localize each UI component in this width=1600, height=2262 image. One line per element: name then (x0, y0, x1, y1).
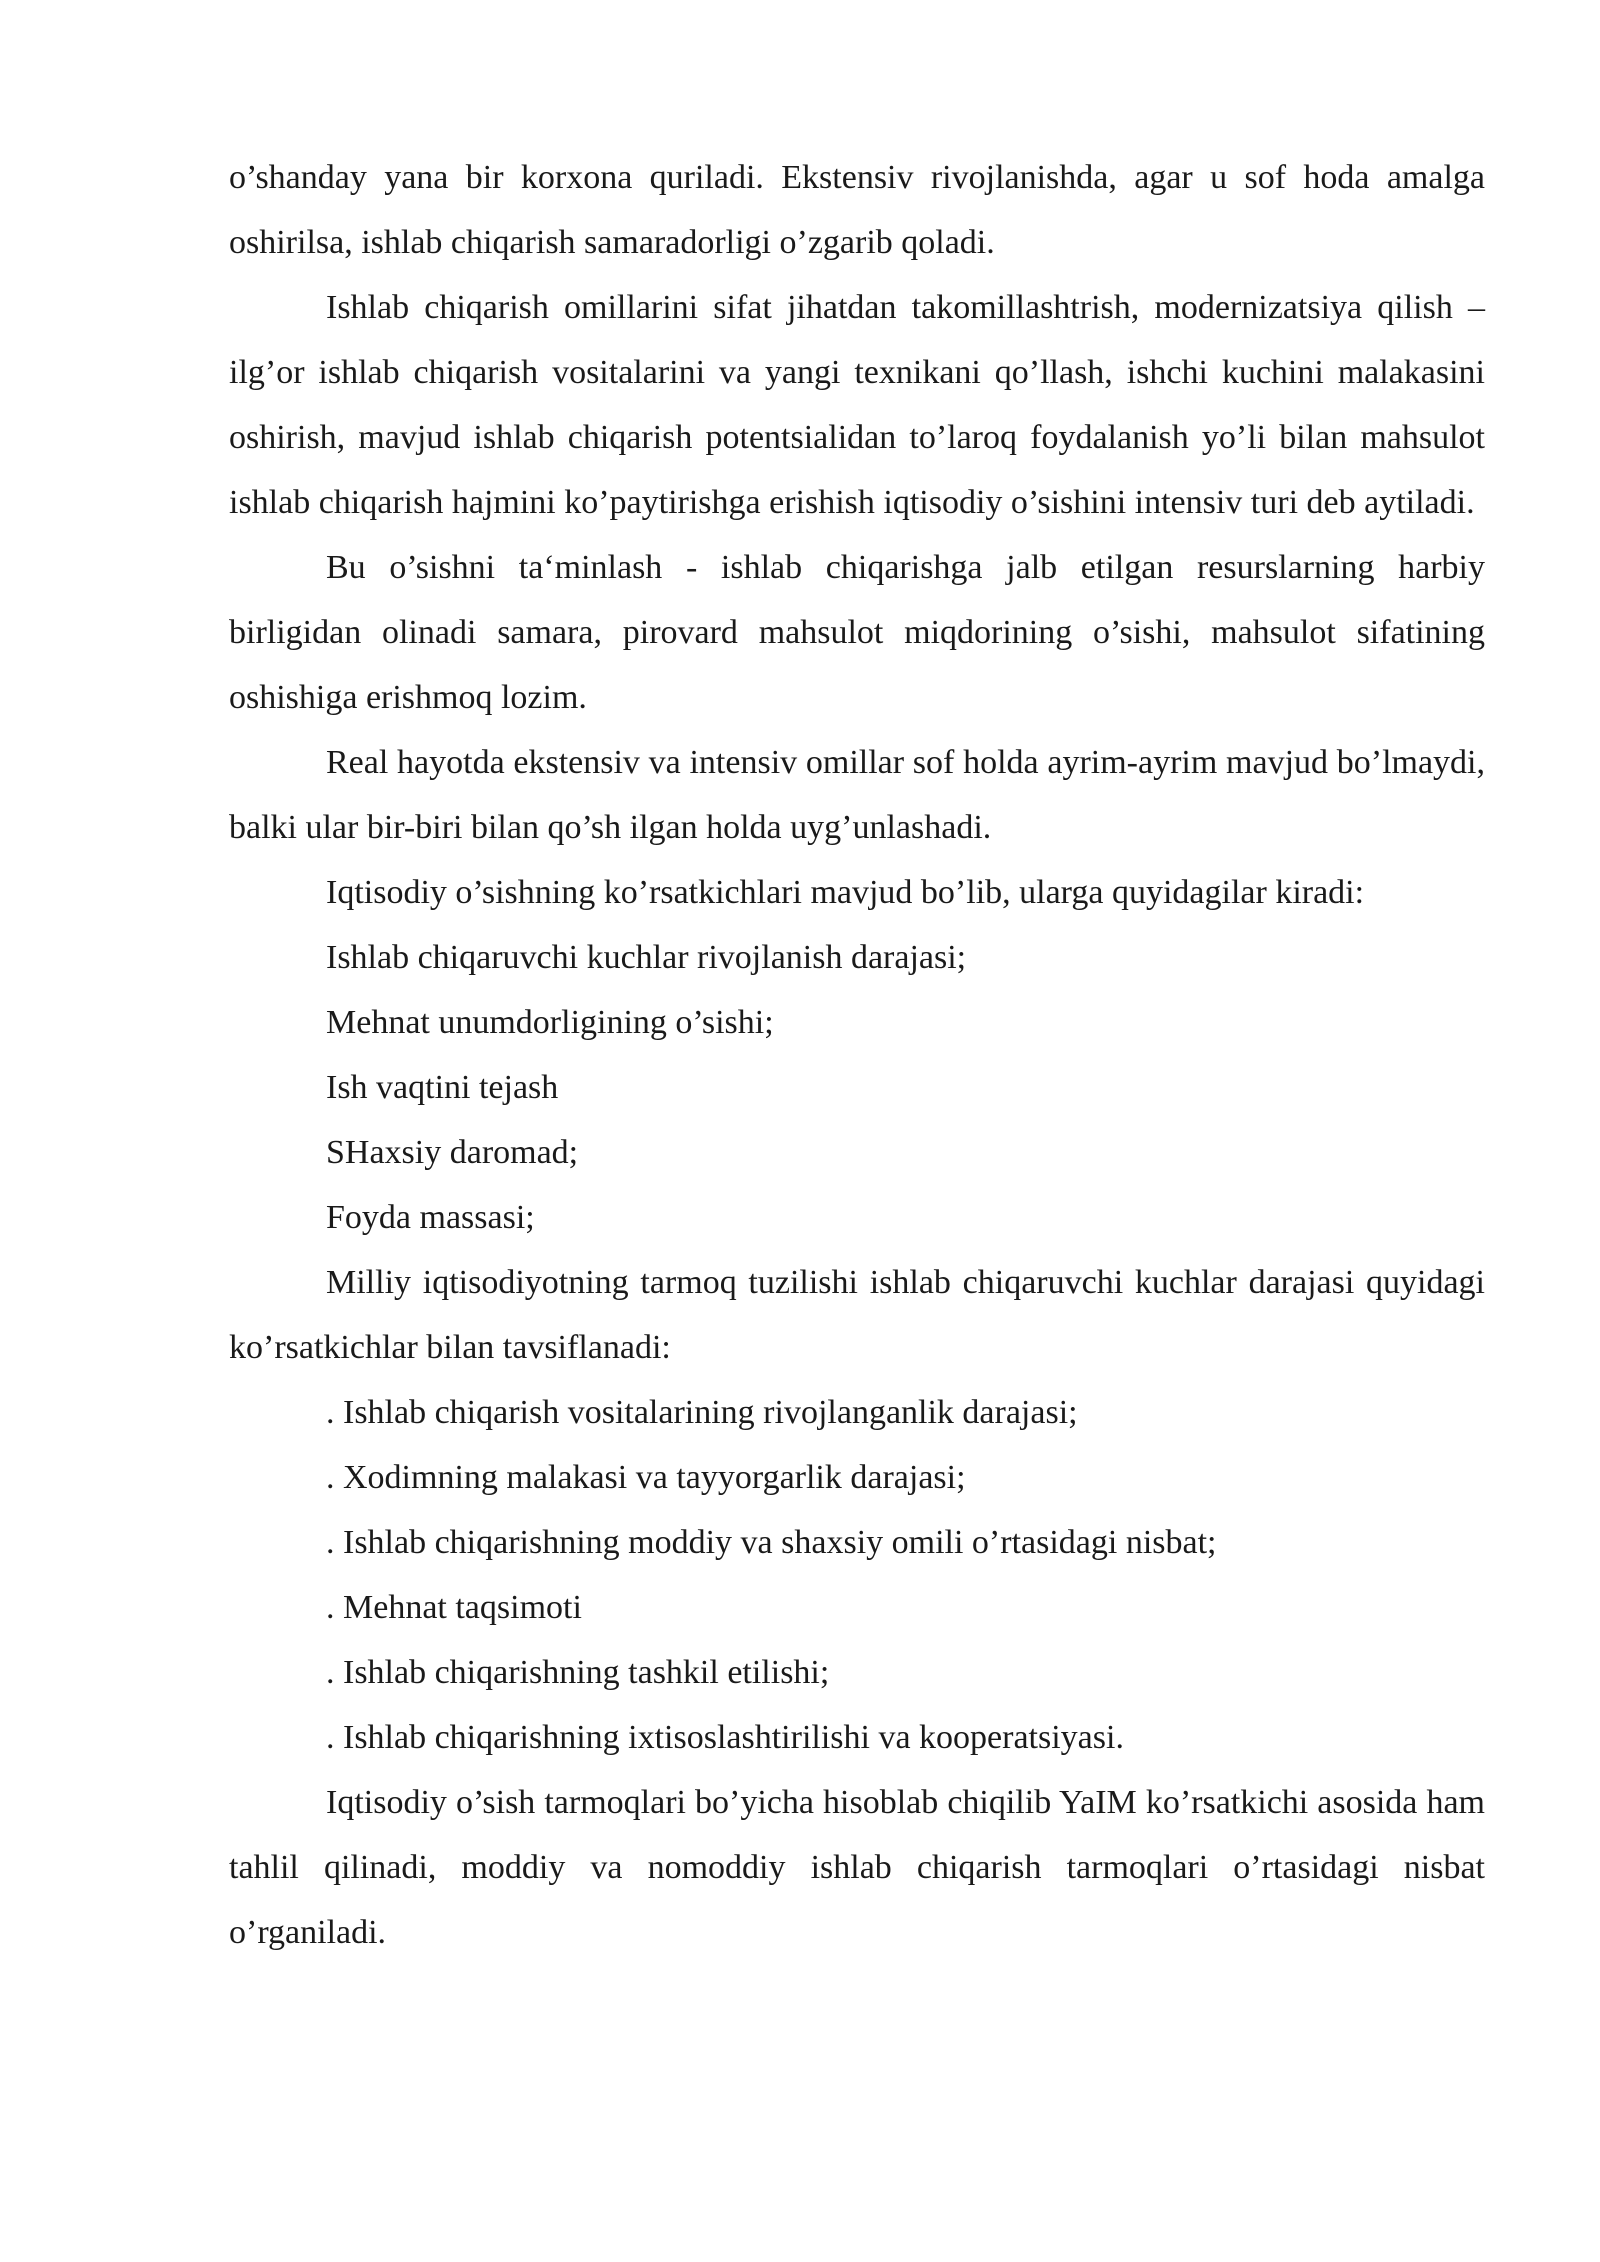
structure-list (229, 1380, 1485, 1770)
list-item: . Ishlab chiqarish vositalarining rivojlanganlik darajasi; (326, 1394, 1078, 1431)
list-item: SHaxsiy daromad; (326, 1134, 579, 1171)
list-item: Ish vaqtini tejash (326, 1069, 559, 1106)
document-page (229, 145, 1485, 1965)
paragraph-growth-provision: Bu o’sishni ta‘minlash - ishlab chiqarishga jalb etilgan resurslarning harbiy birligidan olinadi samara, pirovard mahsulot miqdorining o’sishi, mahsulot sifatining oshishiga erishmoq lozim. (229, 549, 1485, 716)
indicators-list (229, 925, 1485, 1250)
list-item: Foyda massasi; (326, 1199, 535, 1236)
list-item: Mehnat unumdorligining o’sishi; (326, 1004, 774, 1041)
paragraph-intensive-growth: Ishlab chiqarish omillarini sifat jihatdan takomillashtrish, modernizatsiya qilish – ilg’or ishlab chiqarish vositalarini va yangi texnikani qo’llash, ishchi kuchini malakasini oshirish, mavjud ishlab chiqarish potentsialidan to’laroq foydalanish yo’li bilan mahsulot ishlab chiqarish hajmini ko’paytirishga erishish iqtisodiy o’sishini intensiv turi deb aytiladi. (229, 289, 1485, 521)
list-item: . Mehnat taqsimoti (326, 1589, 582, 1626)
list-item: . Ishlab chiqarishning moddiy va shaxsiy omili o’rtasidagi nisbat; (326, 1524, 1217, 1561)
paragraph-continuation: o’shanday yana bir korxona quriladi. Ekstensiv rivojlanishda, agar u sof hoda amalga oshirilsa, ishlab chiqarish samaradorligi o’zgarib qoladi. (229, 159, 1485, 261)
list-item: . Ishlab chiqarishning ixtisoslashtirilishi va kooperatsiyasi. (326, 1719, 1124, 1756)
list-item: . Xodimning malakasi va tayyorgarlik darajasi; (326, 1459, 966, 1496)
paragraph-indicators-intro: Iqtisodiy o’sishning ko’rsatkichlari mavjud bo’lib, ularga quyidagilar kiradi: (326, 874, 1365, 911)
paragraph-closing: Iqtisodiy o’sish tarmoqlari bo’yicha hisoblab chiqilib YaIM ko’rsatkichi asosida ham tahlil qilinadi, moddiy va nomoddiy ishlab chiqarish tarmoqlari o’rtasidagi nisbat o’rganiladi. (229, 1784, 1485, 1951)
list-item: . Ishlab chiqarishning tashkil etilishi; (326, 1654, 830, 1691)
paragraph-real-life: Real hayotda ekstensiv va intensiv omillar sof holda ayrim-ayrim mavjud bo’lmaydi, balki ular bir-biri bilan qo’sh ilgan holda uyg’unlashadi. (229, 744, 1485, 846)
list-item: Ishlab chiqaruvchi kuchlar rivojlanish darajasi; (326, 939, 967, 976)
paragraph-structure-intro: Milliy iqtisodiyotning tarmoq tuzilishi ishlab chiqaruvchi kuchlar darajasi quyidagi ko’rsatkichlar bilan tavsiflanadi: (229, 1264, 1485, 1366)
